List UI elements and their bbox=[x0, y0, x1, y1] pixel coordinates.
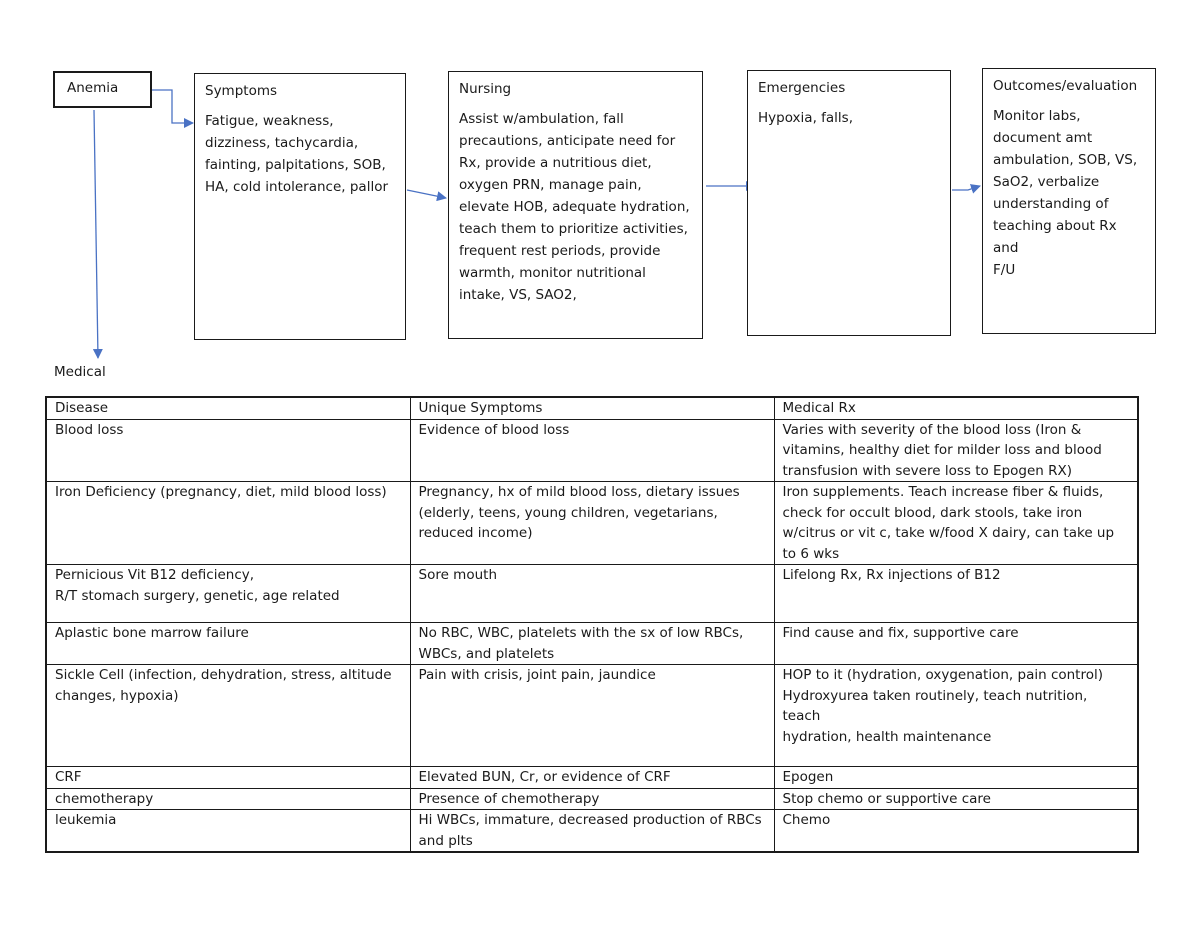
disease-cell: chemotherapy bbox=[46, 788, 410, 810]
table-row bbox=[46, 565, 1138, 623]
rx-cell: Stop chemo or supportive care bbox=[774, 788, 1138, 810]
emergencies-box bbox=[747, 70, 951, 336]
disease-cell: leukemia bbox=[46, 810, 410, 853]
table-row bbox=[46, 419, 1138, 482]
rx-cell: Epogen bbox=[774, 767, 1138, 789]
rx-cell: Lifelong Rx, Rx injections of B12 bbox=[774, 565, 1138, 623]
rx-cell: Chemo bbox=[774, 810, 1138, 853]
rx-cell: Iron supplements. Teach increase fiber & fluids, check for occult blood, dark stools, take iron w/citrus or vit c, take w/food X dairy, can take up to 6 wks bbox=[774, 482, 1138, 565]
rx-cell: Varies with severity of the blood loss (Iron & vitamins, healthy diet for milder loss and blood transfusion with severe loss to Epogen RX) bbox=[774, 419, 1138, 482]
table-row bbox=[46, 482, 1138, 565]
symptoms-box bbox=[194, 73, 406, 340]
rx-cell: HOP to it (hydration, oxygenation, pain control) Hydroxyurea taken routinely, teach nutrition, teach hydration, health maintenance bbox=[774, 665, 1138, 767]
anemia-box bbox=[53, 71, 152, 108]
disease-cell: CRF bbox=[46, 767, 410, 789]
table-header-row bbox=[46, 397, 1138, 419]
disease-cell: Pernicious Vit B12 deficiency, R/T stomach surgery, genetic, age related bbox=[46, 565, 410, 623]
symptoms-cell: Evidence of blood loss bbox=[410, 419, 774, 482]
symptoms-cell: No RBC, WBC, platelets with the sx of low RBCs, WBCs, and platelets bbox=[410, 623, 774, 665]
nursing-box bbox=[448, 71, 703, 339]
symptoms-cell: Presence of chemotherapy bbox=[410, 788, 774, 810]
symptoms-cell: Hi WBCs, immature, decreased production of RBCs and plts bbox=[410, 810, 774, 853]
arrow-anemia-to-medical bbox=[94, 110, 98, 358]
table-row bbox=[46, 788, 1138, 810]
disease-cell: Sickle Cell (infection, dehydration, stress, altitude changes, hypoxia) bbox=[46, 665, 410, 767]
rx-cell: Find cause and fix, supportive care bbox=[774, 623, 1138, 665]
arrow-anemia-to-symptoms bbox=[152, 90, 193, 123]
table-row bbox=[46, 767, 1138, 789]
symptoms-cell: Elevated BUN, Cr, or evidence of CRF bbox=[410, 767, 774, 789]
symptoms-cell: Sore mouth bbox=[410, 565, 774, 623]
symptoms-title: Symptoms bbox=[205, 83, 278, 99]
emergencies-body: Hypoxia, falls, bbox=[758, 110, 854, 126]
symptoms-body: Fatigue, weakness, dizziness, tachycardia, fainting, palpitations, SOB, HA, cold intolerance, pallor bbox=[205, 113, 389, 195]
table-row bbox=[46, 665, 1138, 767]
header-disease: Disease bbox=[46, 397, 410, 419]
anemia-label: Anemia bbox=[67, 80, 119, 96]
disease-cell: Aplastic bone marrow failure bbox=[46, 623, 410, 665]
emergencies-title: Emergencies bbox=[758, 80, 846, 96]
symptoms-cell: Pain with crisis, joint pain, jaundice bbox=[410, 665, 774, 767]
disease-cell: Iron Deficiency (pregnancy, diet, mild blood loss) bbox=[46, 482, 410, 565]
nursing-body: Assist w/ambulation, fall precautions, anticipate need for Rx, provide a nutritious diet, oxygen PRN, manage pain, elevate HOB, adequate hydration, teach them to prioritize activities, frequent rest periods, provide warmth, monitor nutritional intake, VS, SAO2, bbox=[459, 111, 690, 303]
outcomes-box bbox=[982, 68, 1156, 334]
medical-label: Medical bbox=[54, 364, 106, 380]
disease-cell: Blood loss bbox=[46, 419, 410, 482]
table-row bbox=[46, 623, 1138, 665]
symptoms-cell: Pregnancy, hx of mild blood loss, dietary issues (elderly, teens, young children, vegetarians, reduced income) bbox=[410, 482, 774, 565]
outcomes-body: Monitor labs, document amt ambulation, SOB, VS, SaO2, verbalize understanding of teaching about Rx and F/U bbox=[993, 108, 1138, 278]
outcomes-title: Outcomes/evaluation bbox=[993, 78, 1138, 94]
nursing-title: Nursing bbox=[459, 81, 512, 97]
arrow-emergencies-to-outcomes bbox=[952, 186, 980, 190]
header-unique-symptoms: Unique Symptoms bbox=[410, 397, 774, 419]
arrow-symptoms-to-nursing bbox=[407, 190, 446, 198]
medical-table bbox=[45, 396, 1139, 853]
header-medical-rx: Medical Rx bbox=[774, 397, 1138, 419]
table-row bbox=[46, 810, 1138, 853]
